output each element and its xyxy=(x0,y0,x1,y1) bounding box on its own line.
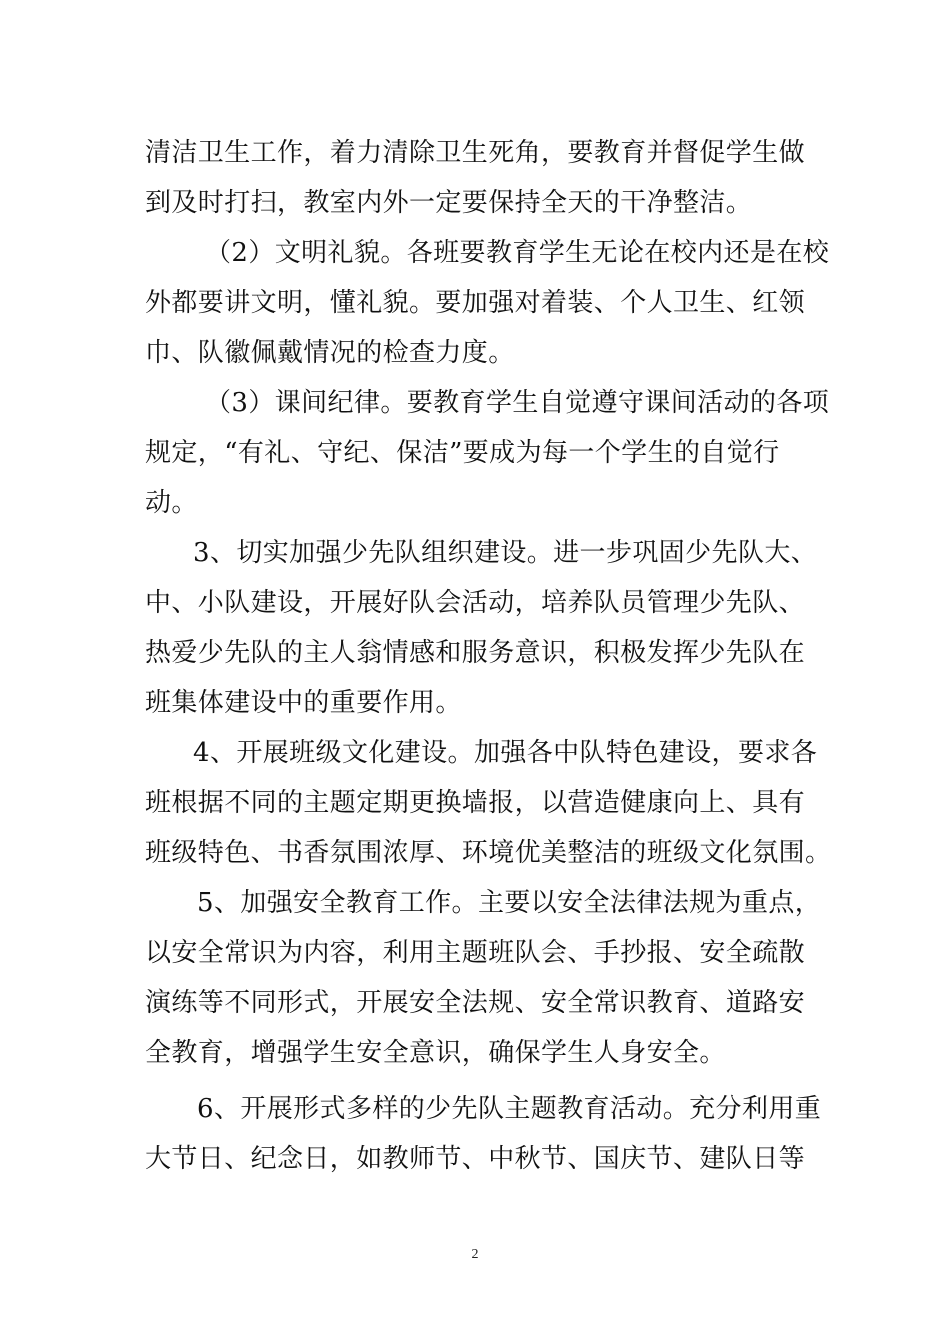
text-line: 外都要讲文明，懂礼貌。要加强对着装、个人卫生、红领 xyxy=(145,288,806,318)
text-line: 清洁卫生工作，着力清除卫生死角，要教育并督促学生做 xyxy=(145,138,806,168)
text-line: 到及时打扫，教室内外一定要保持全天的干净整洁。 xyxy=(145,188,753,218)
text-line: 动。 xyxy=(145,488,198,518)
text-line: 大节日、纪念日，如教师节、中秋节、国庆节、建队日等 xyxy=(145,1144,806,1174)
paragraph-recess-discipline xyxy=(145,378,830,528)
paragraph-safety-education xyxy=(145,878,822,1078)
text-line: （2）文明礼貌。各班要教育学生无论在校内还是在校 xyxy=(205,238,830,268)
text-line: 演练等不同形式，开展安全法规、安全常识教育、道路安 xyxy=(145,988,806,1018)
paragraph-cleaning xyxy=(145,128,807,228)
text-line: （3）课间纪律。要教育学生自觉遵守课间活动的各项 xyxy=(205,388,830,418)
page-number: 2 xyxy=(471,1247,479,1262)
text-line: 中、小队建设，开展好队会活动，培养队员管理少先队、 xyxy=(145,588,806,618)
paragraph-pioneers-organization xyxy=(145,528,818,728)
paragraph-civility xyxy=(145,228,830,378)
text-line: 6、开展形式多样的少先队主题教育活动。充分利用重 xyxy=(197,1094,822,1124)
text-line: 班根据不同的主题定期更换墙报，以营造健康向上、具有 xyxy=(145,788,806,818)
text-line: 巾、队徽佩戴情况的检查力度。 xyxy=(145,338,515,368)
text-line: 班级特色、书香氛围浓厚、环境优美整洁的班级文化氛围。 xyxy=(145,838,832,868)
paragraph-class-culture xyxy=(145,728,832,878)
text-line: 全教育，增强学生安全意识，确保学生人身安全。 xyxy=(145,1038,726,1068)
text-line: 以安全常识为内容，利用主题班队会、手抄报、安全疏散 xyxy=(145,938,806,968)
body-text xyxy=(145,128,832,1184)
paragraph-theme-activities xyxy=(145,1084,822,1184)
text-line: 3、切实加强少先队组织建设。进一步巩固少先队大、 xyxy=(193,538,818,568)
text-line: 4、开展班级文化建设。加强各中队特色建设，要求各 xyxy=(193,738,818,768)
text-line: 热爱少先队的主人翁情感和服务意识，积极发挥少先队在 xyxy=(145,638,806,668)
text-line: 班集体建设中的重要作用。 xyxy=(145,688,462,718)
text-line: 规定，“有礼、守纪、保洁”要成为每一个学生的自觉行 xyxy=(145,438,780,468)
text-line: 5、加强安全教育工作。主要以安全法律法规为重点， xyxy=(197,888,822,918)
